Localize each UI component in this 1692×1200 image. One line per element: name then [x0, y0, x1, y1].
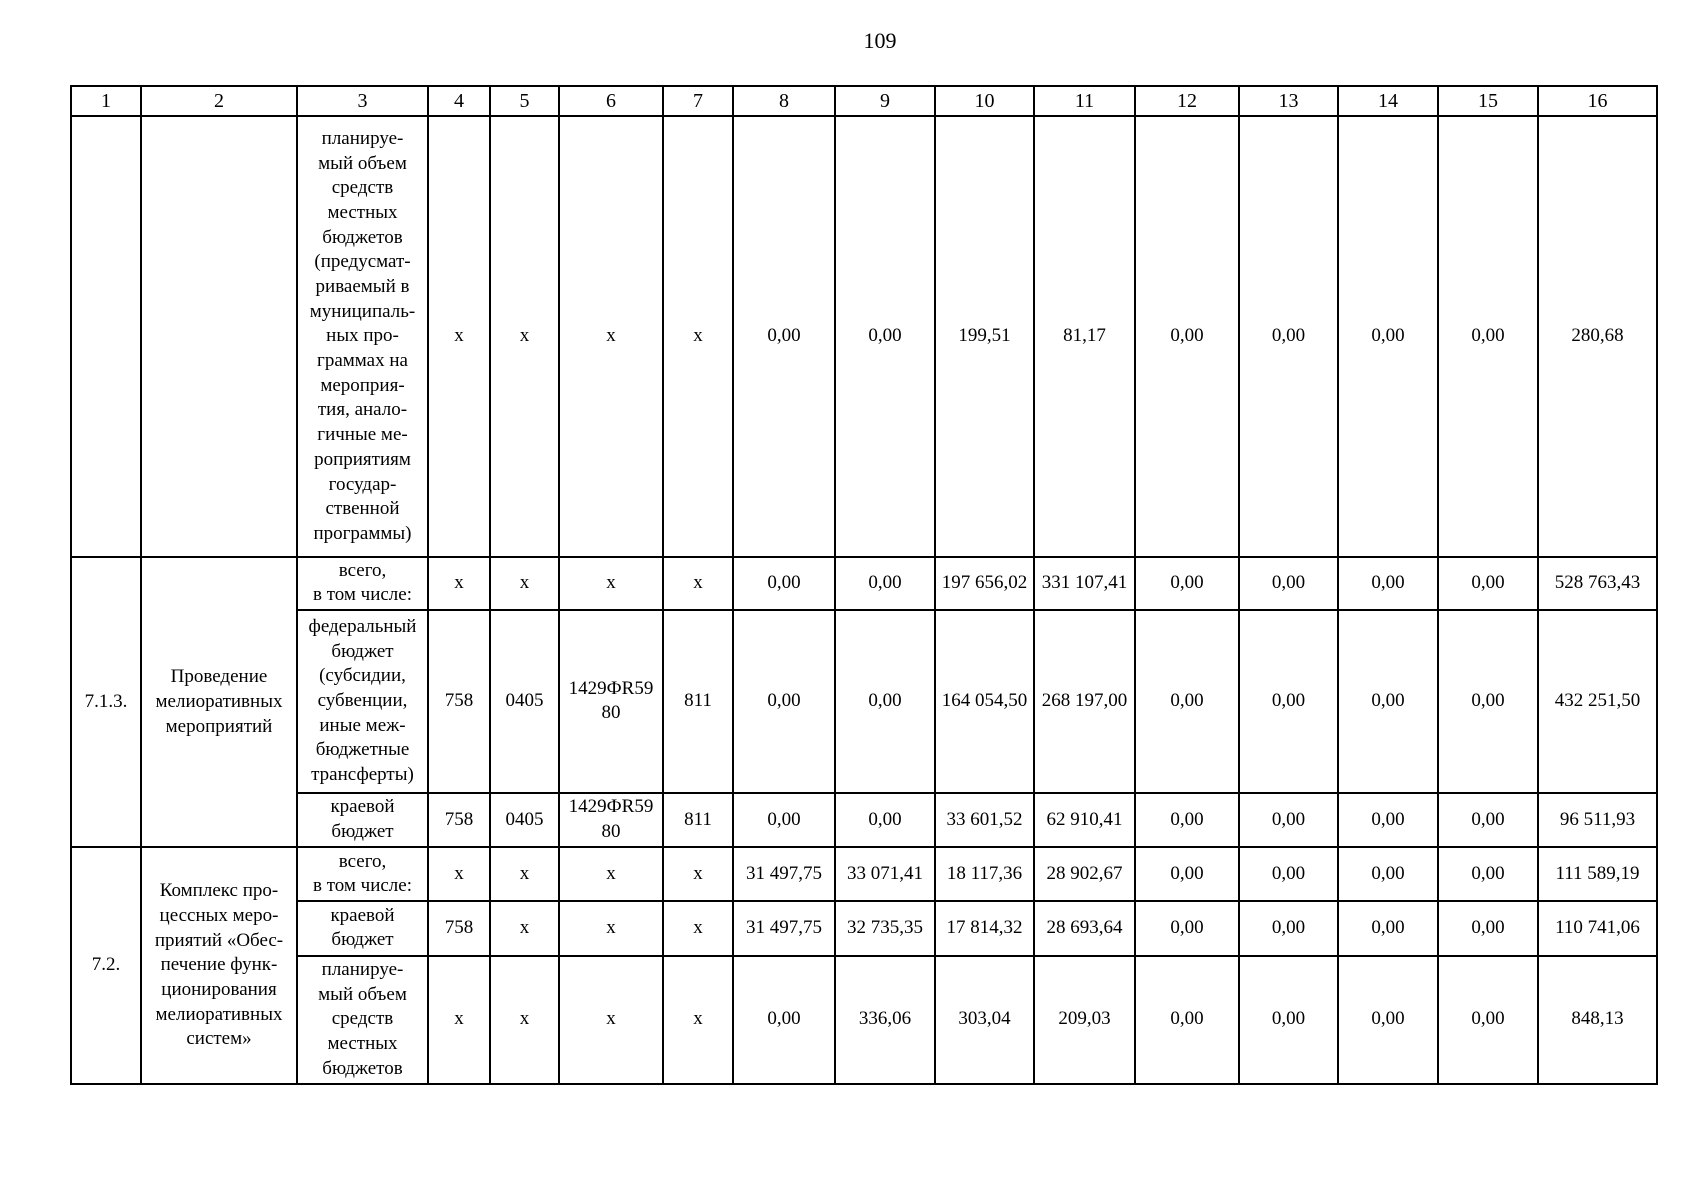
value-cell: 18 117,36: [935, 847, 1034, 901]
value-cell: 33 071,41: [835, 847, 935, 901]
value-cell: 0,00: [1135, 116, 1239, 557]
value-cell: 0,00: [1338, 956, 1438, 1084]
page-number: 109: [863, 28, 897, 53]
value-cell: 0,00: [1239, 901, 1338, 955]
col-number: 15: [1438, 86, 1538, 116]
value-cell: 164 054,50: [935, 610, 1034, 794]
value-cell: 0,00: [1135, 793, 1239, 847]
col-number: 3: [297, 86, 428, 116]
target-code: х: [559, 901, 663, 955]
section-code: 0405: [490, 793, 559, 847]
value-cell: 32 735,35: [835, 901, 935, 955]
funding-source: всего, в том числе:: [297, 557, 428, 609]
col-number: 14: [1338, 86, 1438, 116]
admin-code: 758: [428, 610, 490, 794]
value-cell: 0,00: [835, 610, 935, 794]
target-code: х: [559, 557, 663, 609]
col-number: 1: [71, 86, 141, 116]
funding-source: планируе- мый объем средств местных бюджетов: [297, 956, 428, 1084]
funding-source: всего, в том числе:: [297, 847, 428, 901]
value-cell: 331 107,41: [1034, 557, 1135, 609]
total-cell: 111 589,19: [1538, 847, 1657, 901]
value-cell: 0,00: [733, 793, 835, 847]
value-cell: 81,17: [1034, 116, 1135, 557]
value-cell: 0,00: [1239, 610, 1338, 794]
funding-source: краевой бюджет: [297, 901, 428, 955]
value-cell: 0,00: [1438, 116, 1538, 557]
section-code: х: [490, 116, 559, 557]
col-number: 5: [490, 86, 559, 116]
value-cell: 0,00: [1338, 557, 1438, 609]
value-cell: 0,00: [1239, 956, 1338, 1084]
section-code: 0405: [490, 610, 559, 794]
admin-code: х: [428, 847, 490, 901]
funding-source: краевой бюджет: [297, 793, 428, 847]
value-cell: 0,00: [733, 610, 835, 794]
admin-code: 758: [428, 793, 490, 847]
expense-type-code: х: [663, 116, 733, 557]
table-row: [71, 610, 1657, 794]
value-cell: 62 910,41: [1034, 793, 1135, 847]
table-row: [71, 116, 1657, 557]
target-code: х: [559, 847, 663, 901]
value-cell: 0,00: [1338, 901, 1438, 955]
target-code: х: [559, 116, 663, 557]
col-number: 10: [935, 86, 1034, 116]
col-number: 13: [1239, 86, 1338, 116]
value-cell: 0,00: [1438, 557, 1538, 609]
value-cell: 28 902,67: [1034, 847, 1135, 901]
value-cell: 0,00: [1239, 116, 1338, 557]
expense-type-code: 811: [663, 793, 733, 847]
value-cell: 0,00: [1338, 793, 1438, 847]
value-cell: 0,00: [1239, 793, 1338, 847]
expense-type-code: х: [663, 847, 733, 901]
table-row: [71, 847, 1657, 901]
section-code: х: [490, 557, 559, 609]
table-row: [71, 793, 1657, 847]
value-cell: 0,00: [1438, 610, 1538, 794]
total-cell: 432 251,50: [1538, 610, 1657, 794]
item-name-cell: [141, 116, 297, 557]
expense-type-code: х: [663, 557, 733, 609]
value-cell: 0,00: [1338, 610, 1438, 794]
value-cell: 0,00: [733, 557, 835, 609]
item-code-cell: [71, 116, 141, 557]
admin-code: х: [428, 116, 490, 557]
col-number: 6: [559, 86, 663, 116]
col-number: 2: [141, 86, 297, 116]
funding-source: федеральный бюджет (субсидии, субвенции, иные меж- бюджетные трансферты): [297, 610, 428, 794]
value-cell: 31 497,75: [733, 901, 835, 955]
funding-source: планируе- мый объем средств местных бюджетов (предусмат- риваемый в муниципаль- ных про- граммах на мероприя- тия, анало- гичные ме- роприятиям государ- ственной программы): [297, 116, 428, 557]
item-code: 7.2.: [71, 847, 141, 1084]
col-number: 4: [428, 86, 490, 116]
total-cell: 528 763,43: [1538, 557, 1657, 609]
section-code: х: [490, 956, 559, 1084]
value-cell: 0,00: [1338, 847, 1438, 901]
item-name: Комплекс про- цессных меро- приятий «Обес- печение функ- ционирования мелиоративных систем»: [141, 847, 297, 1084]
col-number: 8: [733, 86, 835, 116]
value-cell: 0,00: [1338, 116, 1438, 557]
value-cell: 0,00: [733, 956, 835, 1084]
value-cell: 0,00: [1239, 557, 1338, 609]
expense-type-code: х: [663, 956, 733, 1084]
value-cell: 0,00: [1135, 610, 1239, 794]
table-row: [71, 557, 1657, 609]
value-cell: 268 197,00: [1034, 610, 1135, 794]
section-code: х: [490, 901, 559, 955]
value-cell: 197 656,02: [935, 557, 1034, 609]
item-name: Проведение мелиоративных мероприятий: [141, 557, 297, 847]
value-cell: 0,00: [835, 793, 935, 847]
col-number: 16: [1538, 86, 1657, 116]
value-cell: 0,00: [835, 116, 935, 557]
col-number: 12: [1135, 86, 1239, 116]
value-cell: 0,00: [1438, 847, 1538, 901]
budget-table: [70, 85, 1658, 1085]
total-cell: 280,68: [1538, 116, 1657, 557]
admin-code: 758: [428, 901, 490, 955]
value-cell: 199,51: [935, 116, 1034, 557]
value-cell: 0,00: [1438, 901, 1538, 955]
value-cell: 336,06: [835, 956, 935, 1084]
value-cell: 209,03: [1034, 956, 1135, 1084]
col-number: 11: [1034, 86, 1135, 116]
total-cell: 96 511,93: [1538, 793, 1657, 847]
value-cell: 0,00: [733, 116, 835, 557]
total-cell: 110 741,06: [1538, 901, 1657, 955]
col-number: 9: [835, 86, 935, 116]
value-cell: 0,00: [1438, 956, 1538, 1084]
admin-code: х: [428, 956, 490, 1084]
value-cell: 0,00: [1438, 793, 1538, 847]
value-cell: 0,00: [835, 557, 935, 609]
column-number-row: [71, 86, 1657, 116]
col-number: 7: [663, 86, 733, 116]
value-cell: 0,00: [1135, 557, 1239, 609]
value-cell: 17 814,32: [935, 901, 1034, 955]
target-code: х: [559, 956, 663, 1084]
target-code: 1429ФR59 80: [559, 793, 663, 847]
expense-type-code: 811: [663, 610, 733, 794]
table-row: [71, 901, 1657, 955]
target-code: 1429ФR59 80: [559, 610, 663, 794]
value-cell: 31 497,75: [733, 847, 835, 901]
item-code: 7.1.3.: [71, 557, 141, 847]
table-row: [71, 956, 1657, 1084]
admin-code: х: [428, 557, 490, 609]
value-cell: 0,00: [1135, 956, 1239, 1084]
value-cell: 0,00: [1135, 901, 1239, 955]
total-cell: 848,13: [1538, 956, 1657, 1084]
value-cell: 28 693,64: [1034, 901, 1135, 955]
value-cell: 33 601,52: [935, 793, 1034, 847]
value-cell: 0,00: [1239, 847, 1338, 901]
section-code: х: [490, 847, 559, 901]
value-cell: 303,04: [935, 956, 1034, 1084]
expense-type-code: х: [663, 901, 733, 955]
value-cell: 0,00: [1135, 847, 1239, 901]
